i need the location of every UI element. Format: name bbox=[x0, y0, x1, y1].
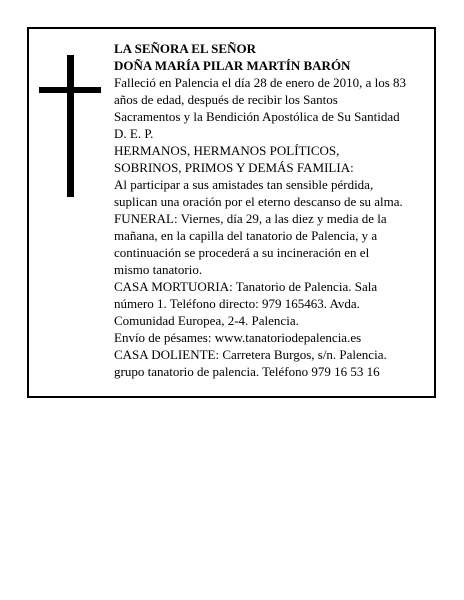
notice-body-line: mañana, en la capilla del tanatorio de Palencia, y a bbox=[114, 228, 378, 243]
notice-body-line: Comunidad Europea, 2-4. Palencia. bbox=[114, 313, 299, 328]
notice-text bbox=[114, 40, 430, 380]
notice-body-line: mismo tanatorio. bbox=[114, 262, 203, 277]
notice-body-line: grupo tanatorio de palencia. Teléfono 979 16 53 16 bbox=[114, 364, 380, 379]
cross-horizontal-bar bbox=[39, 87, 101, 93]
notice-body-line: CASA MORTUORIA: Tanatorio de Palencia. Sala bbox=[114, 279, 378, 294]
notice-body-line: número 1. Teléfono directo: 979 165463. Avda. bbox=[114, 296, 360, 311]
notice-heading-line: LA SEÑORA EL SEÑOR bbox=[114, 41, 256, 56]
notice-body-line: HERMANOS, HERMANOS POLÍTICOS, bbox=[114, 143, 340, 158]
notice-body-line: Falleció en Palencia el día 28 de enero de 2010, a los 83 bbox=[114, 75, 407, 90]
obituary-notice bbox=[27, 27, 436, 398]
notice-body-line: Al participar a sus amistades tan sensible pérdida, bbox=[114, 177, 374, 192]
notice-body-line: continuación se procederá a su incineración en el bbox=[114, 245, 370, 260]
notice-heading-line: DOÑA MARÍA PILAR MARTÍN BARÓN bbox=[114, 58, 351, 73]
cross-icon bbox=[39, 55, 101, 197]
cross-vertical-bar bbox=[67, 55, 74, 197]
notice-body-line: SOBRINOS, PRIMOS Y DEMÁS FAMILIA: bbox=[114, 160, 354, 175]
notice-body-line: suplican una oración por el eterno descanso de su alma. bbox=[114, 194, 403, 209]
notice-body-line: CASA DOLIENTE: Carretera Burgos, s/n. Palencia. bbox=[114, 347, 387, 362]
notice-body-line: años de edad, después de recibir los Santos bbox=[114, 92, 338, 107]
notice-body-line: FUNERAL: Viernes, día 29, a las diez y media de la bbox=[114, 211, 387, 226]
notice-body-line: D. E. P. bbox=[114, 126, 154, 141]
notice-body-line: Envío de pésames: www.tanatoriodepalencia.es bbox=[114, 330, 362, 345]
notice-body-line: Sacramentos y la Bendición Apostólica de Su Santidad bbox=[114, 109, 400, 124]
